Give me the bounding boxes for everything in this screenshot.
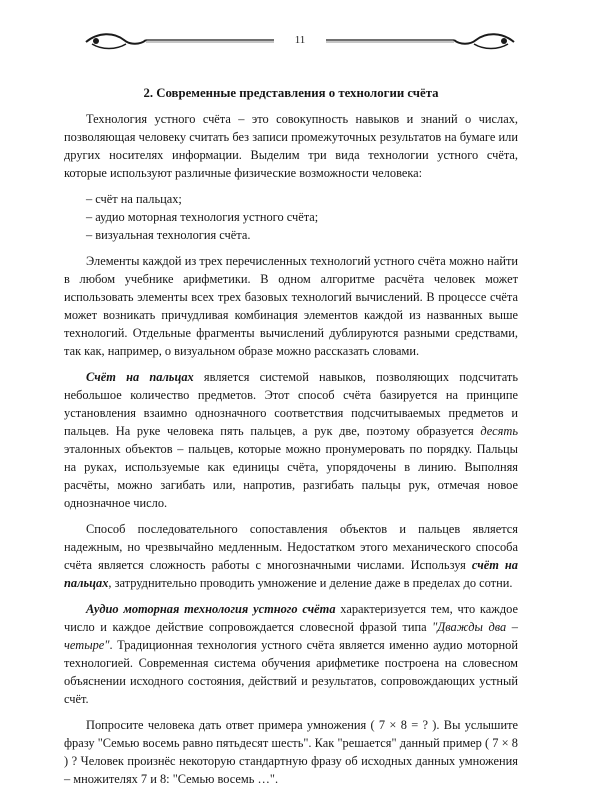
term-finger-counting: Счёт на пальцах (86, 370, 194, 384)
page-body (64, 84, 518, 796)
technology-list (64, 190, 518, 244)
paragraph-finger-counting: Счёт на пальцах является системой навыков, позволяющих подсчитать небольшое количество предметов. Этот способ счёта базируется на принципе установления взаимно однозначного соответствия подсчитываемых предметов и пальцев. На руке человека пять пальцев, а рук две, поэтому образуется десять эталонных объектов – пальцев, которые можно пронумеровать по порядку. Пальцы на руках, используемые как единицы счёта, упорядочены в линию. Выполняя расчёты, можно загибать или, напротив, разгибать пальцы рук, отмечая новое однозначное число. (64, 370, 518, 510)
paragraph-method: Способ последовательного сопоставления объектов и пальцев является надежным, но чрезвычайно медленным. Недостатком этого механического способа счёта является сложность работы с многозначными числами. Используя счёт на пальцах, затруднительно проводить умножение и деление даже в пределах до сотни. (64, 522, 518, 590)
term-ten: десять (480, 424, 518, 438)
term-audio-motor: Аудио моторная технология устного счёта (86, 602, 336, 616)
list-item: – аудио моторная технология устного счёта; (86, 210, 319, 224)
paragraph-elements: Элементы каждой из трех перечисленных технологий устного счёта можно найти в любом учебнике арифметики. В одном алгоритме расчёта человек может использовать элементы всех трех базовых технологий вычислений. В процессе счёта может возникать причудливая комбинация элементов каждой из названных выше технологий. Отдельные фрагменты вычислений дублируются разными средствами, так как, например, о визуальном образе можно рассказать словами. (64, 254, 518, 358)
term-phrase: "Дважды два – четыре" (64, 620, 518, 652)
section-title: 2. Современные представления о технологии счёта (143, 86, 439, 100)
page-header (84, 28, 516, 56)
paragraph-intro: Технология устного счёта – это совокупность навыков и знаний о числах, позволяющая человеку считать без записи промежуточных результатов на бумаге или других носителях информации. Выделим три вида технологии устного счёта, которые используют различные физические возможности человека: (64, 112, 518, 180)
term-finger-counting-2: счёт на пальцах (64, 558, 518, 590)
list-item: – визуальная технология счёта. (86, 228, 251, 242)
list-item: – счёт на пальцах; (86, 192, 182, 206)
page-number: 11 (294, 34, 306, 46)
paragraph-audio-motor: Аудио моторная технология устного счёта характеризуется тем, что каждое число и каждое действие сопровождается словесной фразой типа "Дважды два – четыре". Традиционная технология устного счёта является именно аудио моторной технологией. Современная система обучения арифметике построена на словесном объяснении исходного состояния, действий и результатов, сопровождающих устный счёт. (64, 602, 518, 706)
paragraph-example: Попросите человека дать ответ примера умножения ( 7 × 8 = ? ). Вы услышите фразу "Семью восемь равно пятьдесят шесть". Как "решается" данный пример ( 7 × 8 ) ? Человек произнёс некоторую стандартную фразу об исходных данных умножения – множителях 7 и 8: "Семью восемь …". (64, 718, 518, 786)
